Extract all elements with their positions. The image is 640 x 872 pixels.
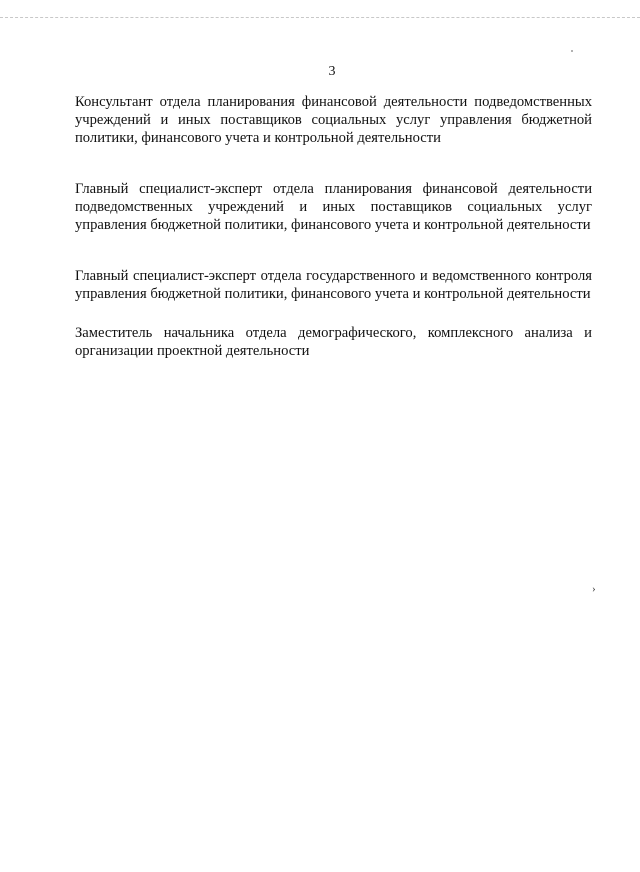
scan-top-edge: [0, 17, 640, 18]
margin-mark: ›: [592, 583, 596, 595]
scan-speck: [571, 50, 573, 52]
page-number: 3: [328, 64, 336, 79]
position-paragraph-3: Главный специалист-эксперт отдела государственного и ведомственного контроля управления бюджетной политики, финансового учета и контрольной деятельности: [75, 268, 592, 303]
position-paragraph-4: Заместитель начальника отдела демографического, комплексного анализа и организации проектной деятельности: [75, 324, 592, 359]
position-paragraph-1: Консультант отдела планирования финансовой деятельности подведомственных учреждений и иных поставщиков социальных услуг управления бюджетной политики, финансового учета и контрольной деятельности: [75, 94, 592, 147]
position-paragraph-2: Главный специалист-эксперт отдела планирования финансовой деятельности подведомственных учреждений и иных поставщиков социальных услуг управления бюджетной политики, финансового учета и контрольной деятельности: [75, 180, 592, 234]
document-body: [75, 93, 592, 392]
